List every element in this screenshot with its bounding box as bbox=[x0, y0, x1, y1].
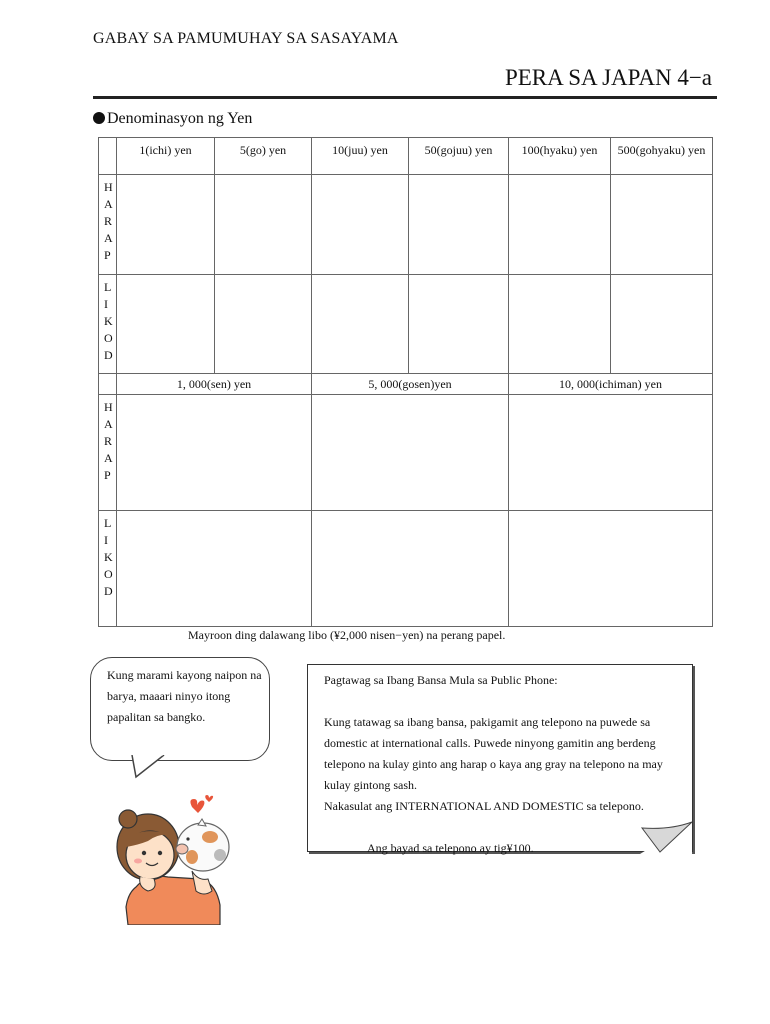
bill-header: 5, 000(gosen)yen bbox=[312, 374, 509, 395]
phone-info-line2: Nakasulat ang INTERNATIONAL AND DOMESTIC sa telepono. bbox=[324, 799, 644, 813]
bills-back-row bbox=[99, 511, 713, 627]
coin-header: 100(hyaku) yen bbox=[509, 138, 611, 175]
woman-with-piggy-bank-illustration bbox=[108, 795, 258, 925]
row-label-front: H A R A P bbox=[99, 175, 117, 275]
bills-front-row bbox=[99, 395, 713, 511]
phone-info-text bbox=[324, 670, 689, 859]
coin-header: 10(juu) yen bbox=[312, 138, 409, 175]
coin-cell bbox=[215, 275, 312, 374]
coins-front-row bbox=[99, 175, 713, 275]
coin-cell bbox=[611, 275, 713, 374]
coins-back-row bbox=[99, 275, 713, 374]
two-thousand-note: Mayroon ding dalawang libo (¥2,000 nisen−yen) na perang papel. bbox=[188, 628, 506, 642]
bubble-text: Kung marami kayong naipon na barya, maaari ninyo itong papalitan sa bangko. bbox=[107, 668, 262, 724]
phone-info-heading: Pagtawag sa Ibang Bansa Mula sa Public Phone: bbox=[324, 673, 558, 687]
bill-cell bbox=[312, 511, 509, 627]
phone-info-body: Kung tatawag sa ibang bansa, pakigamit ang telepono na puwede sa domestic at international calls. Puwede ninyong gamitin ang berdeng telepono na kulay ginto ang harap o kaya ang gray na telepono na may kulay gintong sash. bbox=[324, 715, 663, 792]
bullet-icon bbox=[93, 112, 105, 124]
coins-header-row bbox=[99, 138, 713, 175]
bill-cell bbox=[509, 395, 713, 511]
coin-header: 50(gojuu) yen bbox=[409, 138, 509, 175]
coin-cell bbox=[117, 275, 215, 374]
coin-cell bbox=[509, 175, 611, 275]
coin-cell bbox=[312, 275, 409, 374]
coin-cell bbox=[117, 175, 215, 275]
bills-table bbox=[98, 373, 713, 627]
speech-bubble-tail bbox=[130, 755, 170, 781]
coins-table bbox=[98, 137, 713, 374]
bill-cell bbox=[117, 511, 312, 627]
page-title: PERA SA JAPAN 4−a bbox=[504, 65, 712, 90]
bill-cell bbox=[312, 395, 509, 511]
coin-cell bbox=[312, 175, 409, 275]
coin-cell bbox=[409, 275, 509, 374]
row-label-front: H A R A P bbox=[99, 395, 117, 511]
coin-header: 1(ichi) yen bbox=[117, 138, 215, 175]
bill-header: 1, 000(sen) yen bbox=[117, 374, 312, 395]
coin-cell bbox=[611, 175, 713, 275]
coin-cell bbox=[409, 175, 509, 275]
coin-cell bbox=[509, 275, 611, 374]
coin-header: 500(gohyaku) yen bbox=[611, 138, 713, 175]
bill-cell bbox=[117, 395, 312, 511]
bill-header: 10, 000(ichiman) yen bbox=[509, 374, 713, 395]
corner-cell bbox=[99, 138, 117, 175]
guide-header: GABAY SA PAMUMUHAY SA SASAYAMA bbox=[93, 30, 399, 47]
section-title: Denominasyon ng Yen bbox=[107, 110, 253, 127]
coin-header: 5(go) yen bbox=[215, 138, 312, 175]
corner-cell bbox=[99, 374, 117, 395]
bills-header-row bbox=[99, 374, 713, 395]
phone-fee: Ang bayad sa telepono ay tig¥100. bbox=[367, 841, 534, 855]
coin-cell bbox=[215, 175, 312, 275]
section-heading bbox=[93, 110, 252, 128]
row-label-back: L I K O D bbox=[99, 275, 117, 374]
bill-cell bbox=[509, 511, 713, 627]
row-label-back: L I K O D bbox=[99, 511, 117, 627]
title-divider bbox=[93, 96, 717, 99]
